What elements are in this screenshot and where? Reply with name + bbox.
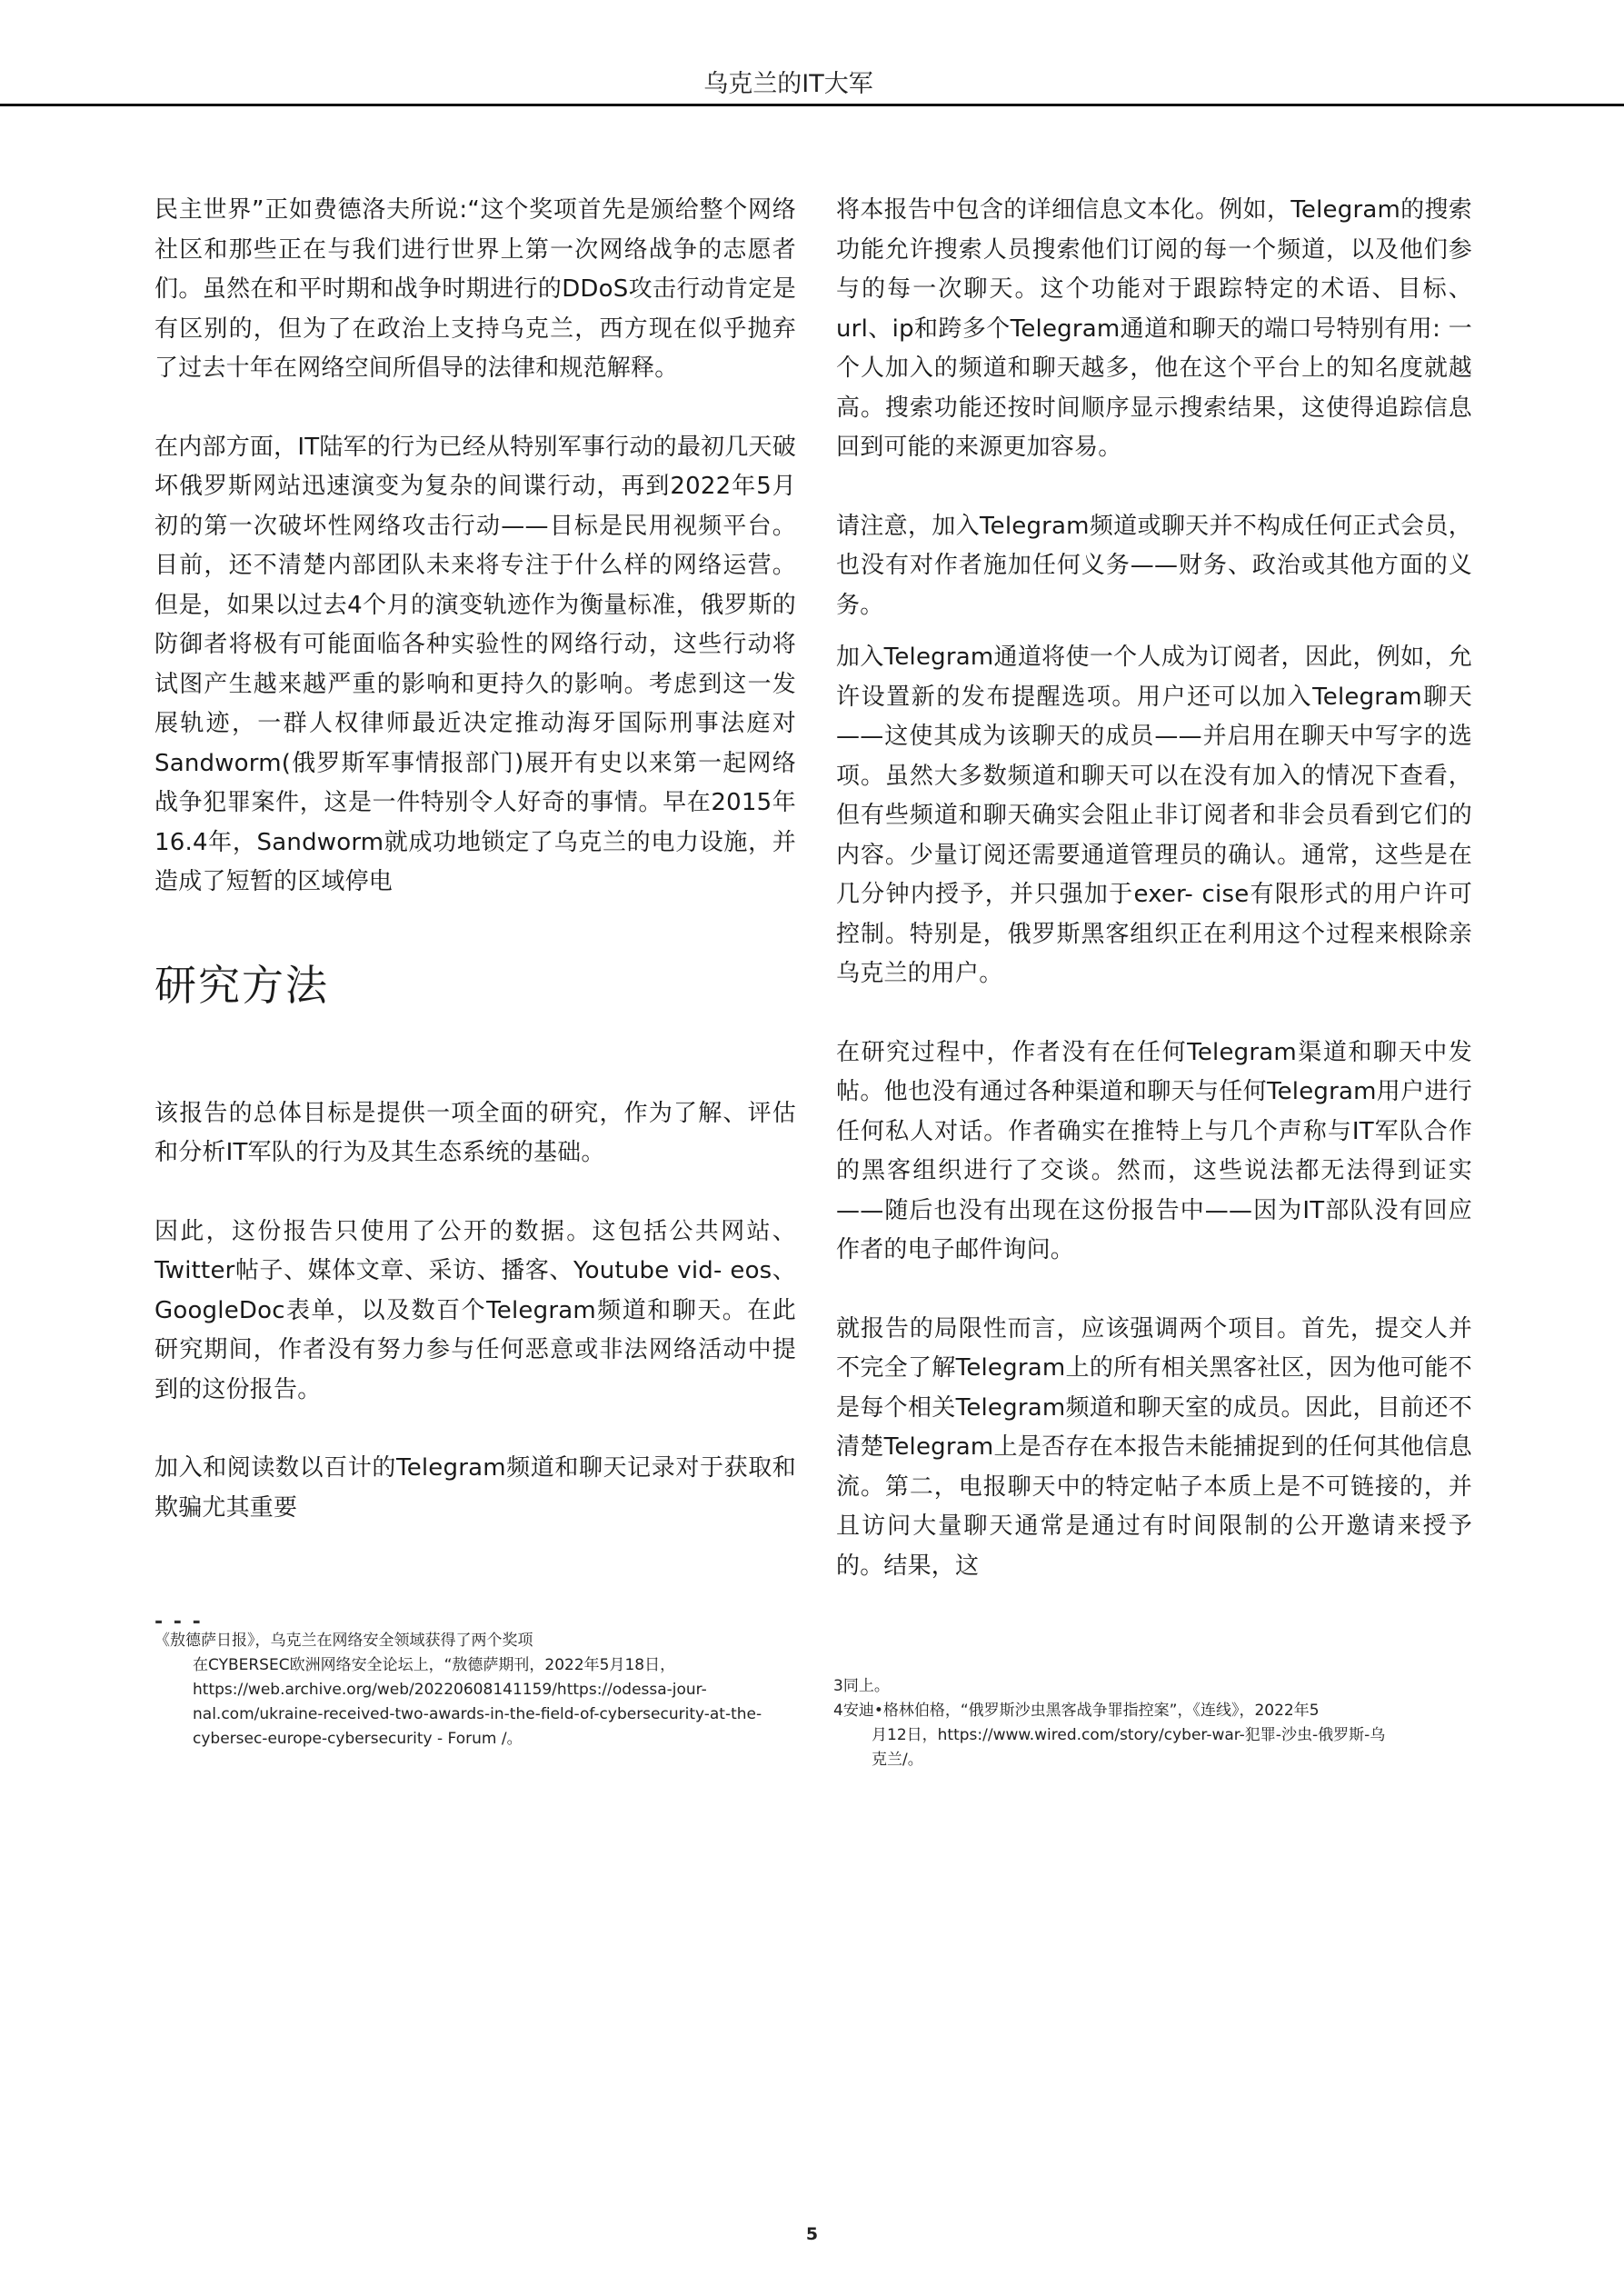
footnote-line: cybersec-europe-cybersecurity - Forum /。 [193, 1730, 523, 1748]
right-paragraph-1: 将本报告中包含的详细信息文本化。例如，Telegram的搜索功能允许搜索人员搜索他们订阅的每一个频道，以及他们参与的每一次聊天。这个功能对于跟踪特定的术语、目标、url、ip和跨多个Telegram通道和聊天的端口号特别有用: 一个人加入的频道和聊天越多，他在这个平台上的知名度就越高。搜索功能还按时间顺序显示搜索结果，这使得追踪信息回到可能的来源更加容易。 [836, 196, 1472, 461]
footnote-link[interactable]: nal.com/ukraine-received-two-awards-in-the-field-of-cybersecurity-at-the- [193, 1705, 762, 1723]
left-paragraph-5: 加入和阅读数以百计的Telegram频道和聊天记录对于获取和欺骗尤其重要 [154, 1454, 796, 1522]
left-paragraph-4: 因此，这份报告只使用了公开的数据。这包括公共网站、Twitter帖子、媒体文章、采访、播客、Youtube vid- eos、GoogleDoc表单，以及数百个Telegram频道和聊天。在此研究期间，作者没有努力参与任何恶意或非法网络活动中提到的这份报告。 [154, 1217, 796, 1403]
header-title: 乌克兰的IT大军 [703, 70, 873, 98]
footnote-line: 《敖德萨日报》，乌克兰在网络安全领域获得了两个奖项 [154, 1632, 533, 1650]
left-paragraph-1: 民主世界”正如费德洛夫所说:“这个奖项首先是颁给整个网络社区和那些正在与我们进行世界上第一次网络战争的志愿者们。虽然在和平时期和战争时期进行的DDoS攻击行动肯定是有区别的，但为了在政治上支持乌克兰，西方现在似乎抛弃了过去十年在网络空间所倡导的法律和规范解释。 [154, 196, 796, 382]
left-paragraph-3: 该报告的总体目标是提供一项全面的研究，作为了解、评估和分析IT军队的行为及其生态系统的基础。 [154, 1099, 796, 1166]
footnote-line: 4安迪•格林伯格，“俄罗斯沙虫黑客战争罪指控案”，《连线》，2022年5 [833, 1702, 1320, 1720]
page-header [0, 0, 1624, 107]
section-heading-research-methods: 研究方法 [154, 960, 329, 1010]
right-paragraph-5: 就报告的局限性而言，应该强调两个项目。首先，提交人并不完全了解Telegram上的所有相关黑客社区，因为他可能不是每个相关Telegram频道和聊天室的成员。因此，目前还不清楚Telegram上是否存在本报告未能捕捉到的任何其他信息流。第二，电报聊天中的特定帖子本质上是不可链接的，并且访问大量聊天通常是通过有时间限制的公开邀请来授予的。结果，这 [836, 1314, 1472, 1580]
right-paragraph-4: 在研究过程中，作者没有在任何Telegram渠道和聊天中发帖。他也没有通过各种渠道和聊天与任何Telegram用户进行任何私人对话。作者确实在推特上与几个声称与IT军队合作的黑客组织进行了交谈。然而，这些说法都无法得到证实——随后也没有出现在这份报告中——因为IT部队没有回应作者的电子邮件询问。 [836, 1038, 1472, 1263]
left-paragraph-2: 在内部方面，IT陆军的行为已经从特别军事行动的最初几天破坏俄罗斯网站迅速演变为复杂的间谍行动，再到2022年5月初的第一次破坏性网络攻击行动——目标是民用视频平台。目前，还不清楚内部团队未来将专注于什么样的网络运营。但是，如果以过去4个月的演变轨迹作为衡量标准，俄罗斯的防御者将极有可能面临各种实验性的网络行动，这些行动将试图产生越来越严重的影响和更持久的影响。考虑到这一发展轨迹，一群人权律师最近决定推动海牙国际刑事法庭对Sandworm(俄罗斯军事情报部门)展开有史以来第一起网络战争犯罪案件，这是一件特别令人好奇的事情。早在2015年16.4年，Sandworm就成功地锁定了乌克兰的电力设施，并造成了短暂的区域停电 [154, 433, 796, 895]
footnote-line: 在CYBERSEC欧洲网络安全论坛上，“敖德萨期刊，2022年5月18日， [193, 1656, 676, 1674]
header-rule [0, 104, 1624, 106]
footnotes-right [833, 1674, 1470, 1772]
right-paragraph-2: 请注意，加入Telegram频道或聊天并不构成任何正式会员，也没有对作者施加任何义务——财务、政治或其他方面的义务。 [836, 512, 1472, 619]
footnotes-left [154, 1629, 791, 1752]
footnote-link[interactable]: 月12日，https://www.wired.com/story/cyber-war-犯罪-沙虫-俄罗斯-乌 [872, 1726, 1386, 1744]
footnote-link[interactable]: https://web.archive.org/web/20220608141159/https://odessa-jour- [193, 1681, 707, 1699]
right-column [836, 191, 1472, 1586]
footnote-line: 3同上。 [833, 1677, 890, 1695]
left-column [154, 191, 796, 1528]
right-paragraph-3: 加入Telegram通道将使一个人成为订阅者，因此，例如，允许设置新的发布提醒选项。用户还可以加入Telegram聊天——这使其成为该聊天的成员——并启用在聊天中写字的选项。虽然大多数频道和聊天可以在没有加入的情况下查看，但有些频道和聊天确实会阻止非订阅者和非会员看到它们的内容。少量订阅还需要通道管理员的确认。通常，这些是在几分钟内授予，并只强加于exer- cise有限形式的用户许可控制。特别是，俄罗斯黑客组织正在利用这个过程来根除亲乌克兰的用户。 [836, 644, 1472, 987]
footnote-line: 克兰/。 [872, 1751, 923, 1769]
footnote-separator: - - - [154, 1611, 203, 1633]
page-number: 5 [805, 2224, 819, 2244]
